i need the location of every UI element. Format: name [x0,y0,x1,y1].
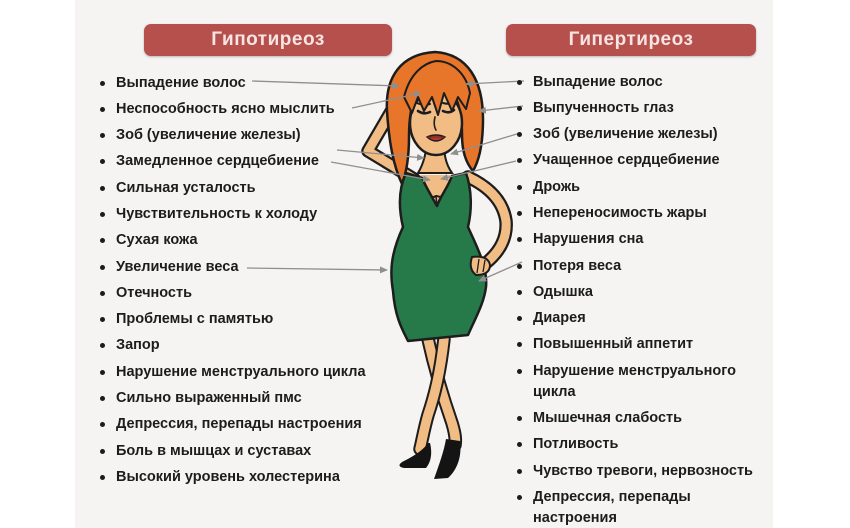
bullet-icon [517,316,522,321]
hypothyroidism-symptom-list [98,70,408,491]
symptom-item [515,458,765,484]
bullet-icon [517,132,522,137]
symptom-text: Замедленное сердцебиение [116,153,319,170]
bullet-icon [100,81,105,86]
symptom-text: Повышенный аппетит [533,336,694,353]
symptom-item [98,359,408,385]
bullet-icon [100,238,105,243]
bullet-icon [517,442,522,447]
shoe-right [434,439,461,479]
symptom-item [98,464,408,490]
bullet-icon [517,106,522,111]
bullet-icon [517,237,522,242]
symptom-item [98,175,408,201]
bullet-icon [100,107,105,112]
symptom-item [515,358,765,405]
symptom-item [515,253,765,279]
symptom-text: Увеличение веса [116,258,239,275]
symptom-text: Чувствительность к холоду [116,206,318,223]
symptom-item [98,280,408,306]
bullet-icon [100,475,105,480]
symptom-text: Нарушение менструального цикла [116,363,366,380]
bullet-icon [517,369,522,374]
symptom-text: Потливость [533,436,619,453]
bullet-icon [100,265,105,270]
symptom-text: Нарушения сна [533,231,644,248]
bullet-icon [100,343,105,348]
bullet-icon [100,159,105,164]
symptom-text: Учащенное сердцебиение [533,152,720,169]
symptom-item [98,96,408,122]
symptom-item [98,438,408,464]
symptom-text: Непереносимость жары [533,205,707,222]
bullet-icon [517,290,522,295]
symptom-item [98,228,408,254]
bullet-icon [100,212,105,217]
bullet-icon [100,186,105,191]
symptom-text: Зоб (увеличение железы) [116,127,301,144]
bullet-icon [517,158,522,163]
hyperthyroidism-symptom-list [515,69,765,528]
symptom-text: Отечность [116,284,193,301]
bullet-icon [517,185,522,190]
symptom-text: Сильная усталость [116,179,256,196]
symptom-text: Проблемы с памятью [116,311,274,328]
symptom-text: Сильно выраженный пмс [116,390,302,407]
symptom-item [98,412,408,438]
symptom-item [515,405,765,431]
symptom-text: Зоб (увеличение железы) [533,126,718,143]
symptom-text: Высокий уровень холестерина [116,468,340,485]
symptom-item [515,95,765,121]
bullet-icon [517,342,522,347]
bullet-icon [100,449,105,454]
symptom-text: Неспособность ясно мыслить [116,100,335,117]
symptom-item [515,227,765,253]
bullet-icon [100,422,105,427]
symptom-item [515,174,765,200]
symptom-item [98,307,408,333]
symptom-text: Выпадение волос [116,74,246,91]
bullet-icon [517,264,522,269]
bullet-icon [100,317,105,322]
symptom-item [98,149,408,175]
bullet-icon [100,291,105,296]
bullet-icon [100,370,105,375]
symptom-text: Дрожь [533,178,581,195]
symptom-text: Диарея [533,310,586,327]
hypothyroidism-title-badge: Гипотиреоз [144,24,392,56]
symptom-item [515,306,765,332]
legs [400,339,461,479]
symptom-item [515,200,765,226]
symptom-item [515,484,765,528]
bullet-icon [517,416,522,421]
symptom-item [515,148,765,174]
hyperthyroidism-title-badge: Гипертиреоз [506,24,756,56]
bullet-icon [100,396,105,401]
hip-hand [471,257,490,275]
symptom-text: Выпадение волос [533,73,663,90]
bullet-icon [517,469,522,474]
symptom-item [515,279,765,305]
symptom-item [515,69,765,95]
symptom-text: Запор [116,337,160,354]
symptom-text: Сухая кожа [116,232,198,249]
bullet-icon [517,211,522,216]
symptom-text: Депрессия, перепады настроения [533,488,691,526]
bullet-icon [100,133,105,138]
symptom-item [515,332,765,358]
symptom-item [98,385,408,411]
symptom-item [515,432,765,458]
symptom-text: Чувство тревоги, нервозность [533,462,753,479]
symptom-text: Одышка [533,283,593,300]
symptom-item [98,254,408,280]
symptom-text: Выпученность глаз [533,99,674,116]
bullet-icon [517,495,522,500]
symptom-item [98,123,408,149]
symptom-item [515,122,765,148]
symptom-text: Боль в мышцах и суставах [116,442,312,459]
symptom-item [98,201,408,227]
symptom-text: Депрессия, перепады настроения [116,416,362,433]
bullet-icon [517,80,522,85]
symptom-item [98,333,408,359]
symptom-item [98,70,408,96]
symptom-text: Нарушение менструального цикла [533,362,736,400]
symptom-text: Мышечная слабость [533,410,683,427]
symptom-text: Потеря веса [533,257,622,274]
